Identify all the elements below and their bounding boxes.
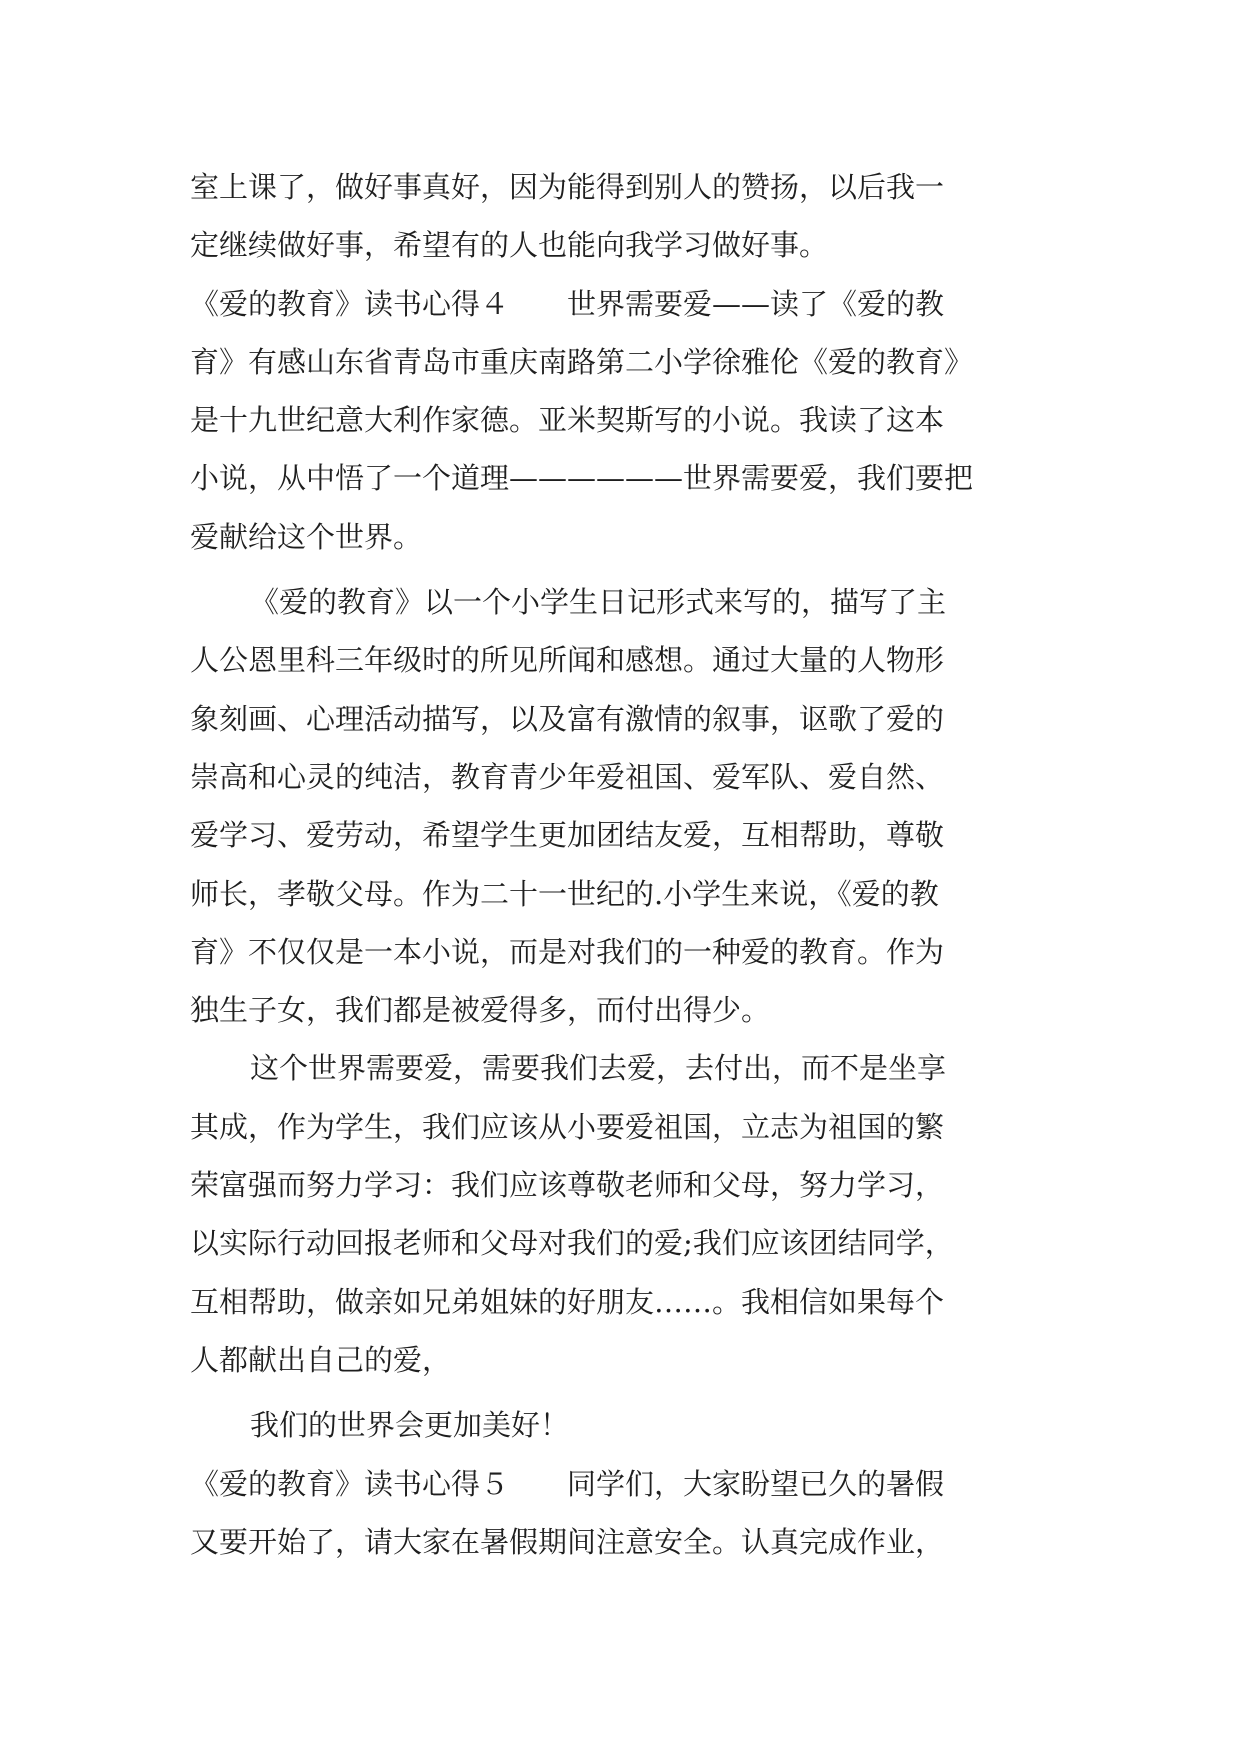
text-line: 师长，孝敬父母。作为二十一世纪的.小学生来说，《爱的教: [190, 876, 939, 911]
text-line: 室上课了，做好事真好，因为能得到别人的赞扬，以后我一: [190, 170, 945, 204]
text-line: 以实际行动回报老师和父母对我们的爱;我们应该团结同学，: [190, 1226, 954, 1261]
text-line: 人都献出自己的爱，: [190, 1342, 452, 1377]
text-line: 育》有感山东省青岛市重庆南路第二小学徐雅伦《爱的教育》: [190, 344, 974, 379]
text-line: 其成，作为学生，我们应该从小要爱祖国，立志为祖国的繁: [190, 1109, 945, 1144]
text-line: 《爱的教育》读书心得４ 世界需要爱——读了《爱的教: [190, 286, 945, 321]
text-line: 爱献给这个世界。: [190, 519, 423, 554]
text-line: 小说，从中悟了一个道理——————世界需要爱，我们要把: [190, 461, 974, 496]
text-line: 象刻画、心理活动描写，以及富有激情的叙事，讴歌了爱的: [190, 701, 945, 736]
text-line: 是十九世纪意大利作家德。亚米契斯写的小说。我读了这本: [190, 403, 945, 438]
text-line: 爱学习、爱劳动，希望学生更加团结友爱，互相帮助，尊敬: [190, 818, 945, 853]
text-line: 荣富强而努力学习：我们应该尊敬老师和父母，努力学习，: [190, 1168, 945, 1203]
text-line: 互相帮助，做亲如兄弟姐妹的好朋友……。我相信如果每个: [190, 1284, 945, 1319]
paragraph-start-line: 我们的世界会更加美好！: [250, 1408, 570, 1443]
document-body: [190, 158, 1070, 1571]
text-line: 又要开始了，请大家在暑假期间注意安全。认真完成作业，: [190, 1524, 945, 1559]
text-line: 育》不仅仅是一本小说，而是对我们的一种爱的教育。作为: [190, 934, 945, 969]
text-line: 独生子女，我们都是被爱得多，而付出得少。: [190, 993, 771, 1028]
text-line: 人公恩里科三年级时的所见所闻和感想。通过大量的人物形: [190, 643, 945, 678]
text-line: 定继续做好事，希望有的人也能向我学习做好事。: [190, 228, 829, 263]
section-heading-line: 《爱的教育》读书心得５ 同学们，大家盼望已久的暑假: [190, 1466, 945, 1501]
paragraph-start-line: 这个世界需要爱，需要我们去爱，去付出，而不是坐享: [250, 1051, 947, 1086]
text-line: 崇高和心灵的纯洁，教育青少年爱祖国、爱军队、爱自然、: [190, 759, 945, 794]
paragraph-start-line: 《爱的教育》以一个小学生日记形式来写的，描写了主: [250, 585, 947, 620]
